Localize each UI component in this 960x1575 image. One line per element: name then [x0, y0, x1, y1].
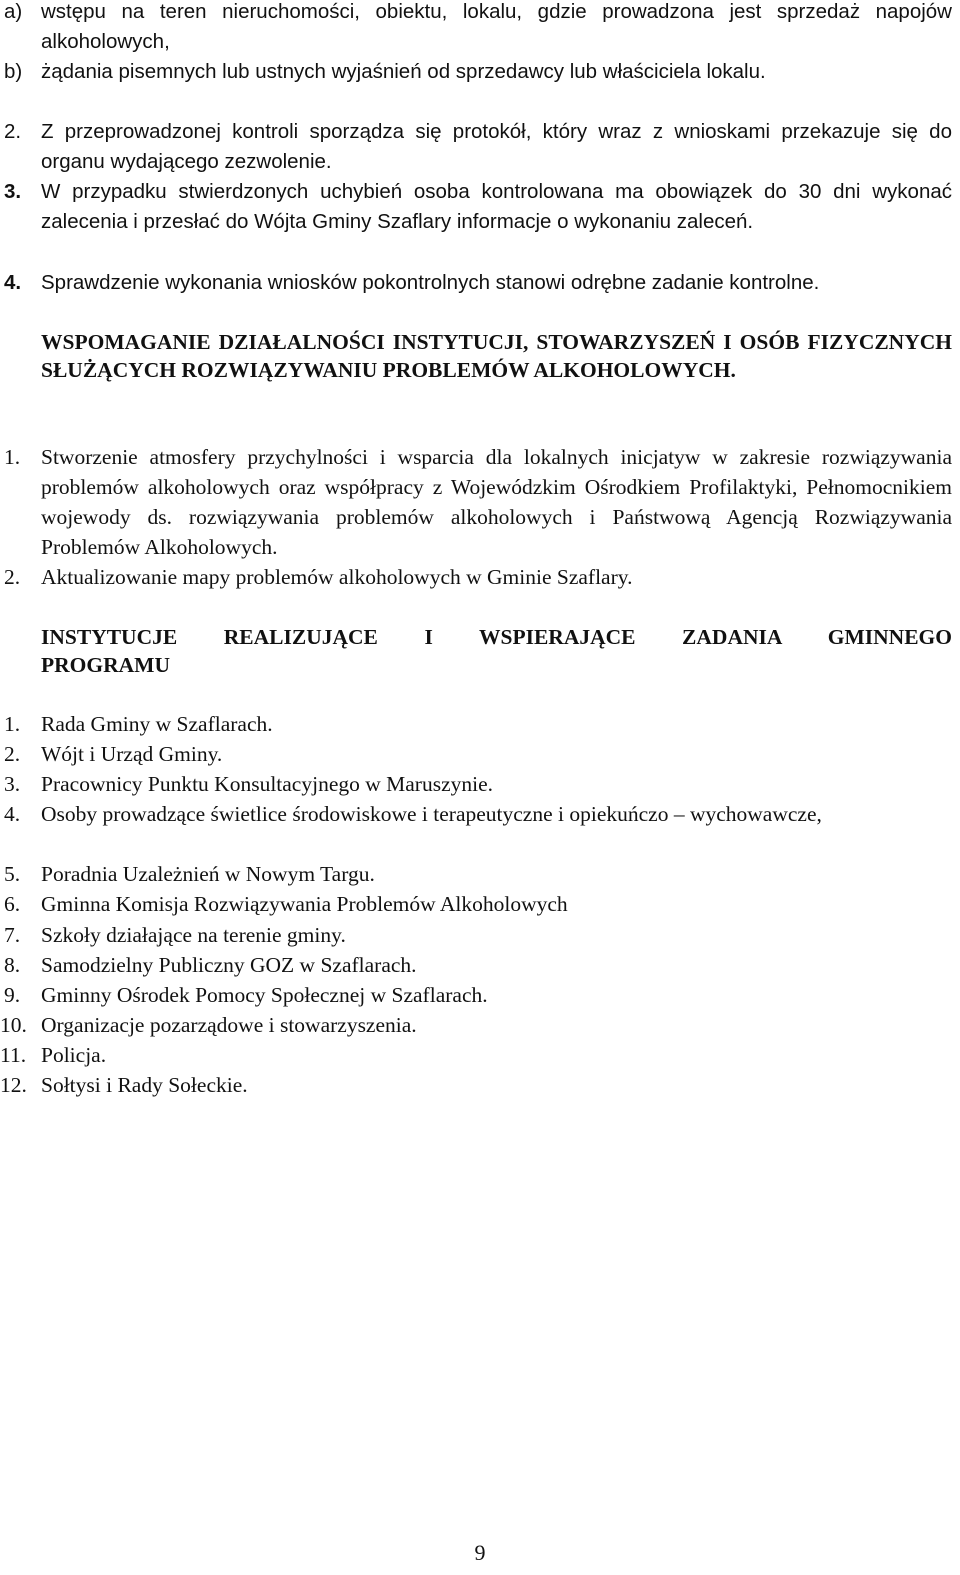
item-text: Aktualizowanie mapy problemów alkoholowych w Gminie Szaflary. [41, 565, 633, 589]
item-number: 6. [4, 892, 21, 916]
item-text: Szkoły działające na terenie gminy. [41, 923, 346, 947]
page-number: 9 [474, 1540, 486, 1565]
item-text: Gminna Komisja Rozwiązywania Problemów Alkoholowych [41, 892, 568, 916]
list-text: wstępu na teren nieruchomości, obiektu, lokalu, gdzie prowadzona jest sprzedaż napojów alkoholowych, [41, 0, 952, 53]
item-number: 3. [4, 180, 22, 203]
item-number: 2. [4, 565, 21, 589]
item-number: 12. [0, 1073, 27, 1097]
item-text: Samodzielny Publiczny GOZ w Szaflarach. [41, 953, 417, 977]
item-number: 9. [4, 983, 21, 1007]
item-text: Organizacje pozarządowe i stowarzyszenia. [41, 1013, 417, 1037]
item-number: 3. [4, 772, 21, 796]
list-marker: b) [4, 60, 23, 83]
item-text: Gminny Ośrodek Pomocy Społecznej w Szaflarach. [41, 983, 488, 1007]
section-heading: WSPOMAGANIE DZIAŁALNOŚCI INSTYTUCJI, STOWARZYSZEŃ I OSÓB FIZYCZNYCH SŁUŻĄCYCH ROZWIĄZYWANIU PROBLEMÓW ALKOHOLOWYCH. [41, 330, 952, 382]
item-number: 8. [4, 953, 21, 977]
item-text: Policja. [41, 1043, 107, 1067]
list-text: żądania pisemnych lub ustnych wyjaśnień od sprzedawcy lub właściciela lokalu. [41, 60, 766, 83]
item-text: W przypadku stwierdzonych uchybień osoba kontrolowana ma obowiązek do 30 dni wykonać zalecenia i przesłać do Wójta Gminy Szaflary informacje o wykonaniu zaleceń. [41, 180, 952, 233]
item-text: Wójt i Urząd Gminy. [41, 742, 223, 766]
item-text: Osoby prowadzące świetlice środowiskowe i terapeutyczne i opiekuńczo – wychowawcze, [41, 802, 822, 826]
item-number: 4. [4, 271, 22, 294]
item-number: 5. [4, 862, 21, 886]
item-number: 2. [4, 742, 21, 766]
item-text: Z przeprowadzonej kontroli sporządza się protokół, który wraz z wnioskami przekazuje się do organu wydającego zezwolenie. [41, 120, 952, 173]
item-text: Rada Gminy w Szaflarach. [41, 712, 273, 736]
item-number: 1. [4, 445, 21, 469]
item-number: 1. [4, 712, 21, 736]
item-text: Sołtysi i Rady Sołeckie. [41, 1073, 248, 1097]
item-number: 7. [4, 923, 21, 947]
item-number: 11. [0, 1043, 27, 1067]
section-heading: INSTYTUCJE REALIZUJĄCE I WSPIERAJĄCE ZADANIA GMINNEGO PROGRAMU [41, 625, 952, 677]
list-marker: a) [4, 0, 23, 23]
item-number: 2. [4, 120, 22, 143]
item-number: 4. [4, 802, 21, 826]
item-text: Pracownicy Punktu Konsultacyjnego w Maruszynie. [41, 772, 494, 796]
item-text: Sprawdzenie wykonania wniosków pokontrolnych stanowi odrębne zadanie kontrolne. [41, 271, 820, 294]
item-text: Stworzenie atmosfery przychylności i wsparcia dla lokalnych inicjatyw w zakresie rozwiązywania problemów alkoholowych oraz współpracy z Wojewódzkim Ośrodkiem Profilaktyki, Pełnomocnikiem wojewody ds. rozwiązywania problemów alkoholowych i Państwową Agencją Rozwiązywania Problemów Alkoholowych. [41, 445, 952, 559]
item-text: Poradnia Uzależnień w Nowym Targu. [41, 862, 375, 886]
item-number: 10. [0, 1013, 27, 1037]
